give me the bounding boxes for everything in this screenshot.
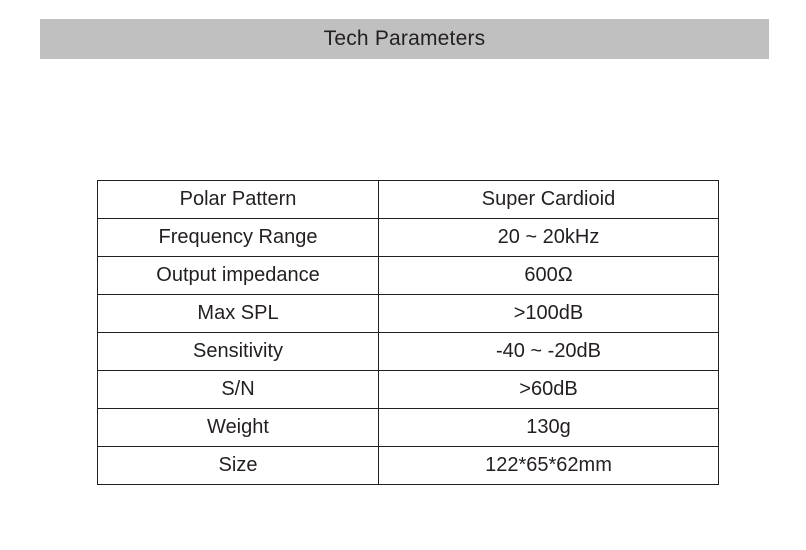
table-row xyxy=(98,409,719,447)
spec-value: 20 ~ 20kHz xyxy=(379,219,719,257)
spec-value: >60dB xyxy=(379,371,719,409)
spec-value: 600Ω xyxy=(379,257,719,295)
page-title: Tech Parameters xyxy=(323,27,486,50)
spec-label: Max SPL xyxy=(98,295,379,333)
table-row xyxy=(98,371,719,409)
table-row xyxy=(98,333,719,371)
spec-label: Output impedance xyxy=(98,257,379,295)
spec-label: Frequency Range xyxy=(98,219,379,257)
spec-label: Weight xyxy=(98,409,379,447)
spec-label: Polar Pattern xyxy=(98,181,379,219)
spec-value: -40 ~ -20dB xyxy=(379,333,719,371)
table-row xyxy=(98,257,719,295)
table-row xyxy=(98,447,719,485)
spec-value: 122*65*62mm xyxy=(379,447,719,485)
spec-label: Size xyxy=(98,447,379,485)
spec-label: S/N xyxy=(98,371,379,409)
header-bar xyxy=(40,19,769,59)
spec-value: 130g xyxy=(379,409,719,447)
table-row xyxy=(98,181,719,219)
spec-table xyxy=(97,180,719,485)
spec-value: Super Cardioid xyxy=(379,181,719,219)
spec-label: Sensitivity xyxy=(98,333,379,371)
table-row xyxy=(98,295,719,333)
table-row xyxy=(98,219,719,257)
spec-value: >100dB xyxy=(379,295,719,333)
